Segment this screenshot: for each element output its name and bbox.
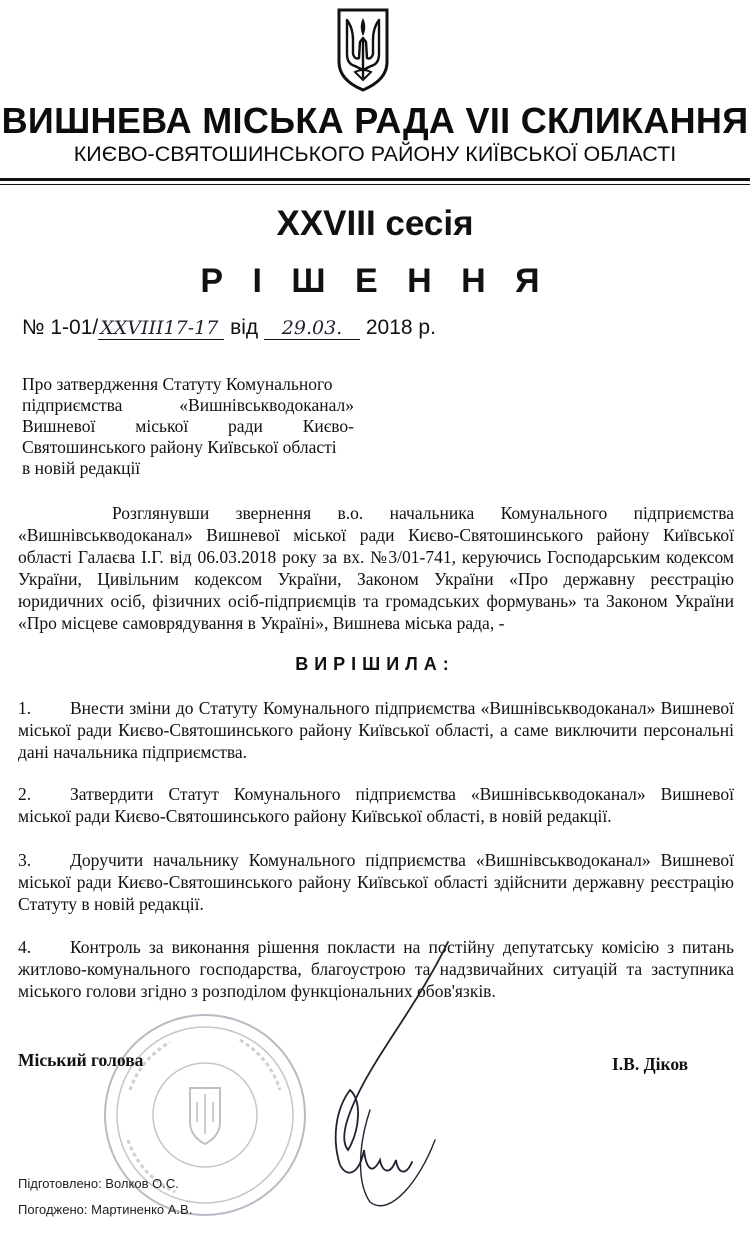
decision-number-line xyxy=(22,316,436,352)
decision-item: 2. Затвердити Статут Комунального підприємства «Вишнівськводоканал» Вишневої міської ради Києво-Святошинського району Київської області, в новій редакції. xyxy=(18,784,734,826)
year: 2018 р. xyxy=(365,316,436,339)
preamble-paragraph: Розглянувши звернення в.о. начальника Комунального підприємства «Вишнівськводоканал» Вишневої міської ради Києво-Святошинського району Київської області Галаєва І.Г. від 06.03.2018 року за вх. №3/01-741, керуючись Господарським кодексом України, Цивільним кодексом України, Законом України «Про державну реєстрацію юридичних осіб, фізичних осіб-підприємців та громадських формувань» та Законом України «Про місцеве самоврядування в Україні», Вишнева міська рада, - xyxy=(18,503,734,633)
subject-line: підприємства «Вишнівськводоканал» xyxy=(22,395,354,415)
header-divider-thin xyxy=(0,184,750,185)
from-word: від xyxy=(230,316,259,339)
district-name: КИЄВО-СВЯТОШИНСЬКОГО РАЙОНУ КИЇВСЬКОЇ ОБЛАСТІ xyxy=(73,142,677,166)
handwritten-signature-icon xyxy=(300,940,450,1220)
decision-subject xyxy=(22,374,354,479)
subject-line: в новій редакції xyxy=(22,458,141,478)
header-divider-thick xyxy=(0,178,750,181)
decision-item: 1. Внести зміни до Статуту Комунального підприємства «Вишнівськводоканал» Вишневої міської ради Києво-Святошинського району Київської області, а саме виключити персональні дані начальника підприємства. xyxy=(18,698,734,762)
subject-line: Про затвердження Статуту Комунального xyxy=(22,374,333,394)
session-title: XXVIII сесія xyxy=(276,204,474,243)
handwritten-series: XXVIII17-17 xyxy=(98,317,224,340)
prepared-by: Підготовлено: Волков О.С. xyxy=(18,1176,179,1191)
agreed-by: Погоджено: Мартиненко А.В. xyxy=(18,1202,193,1217)
trident-emblem-icon xyxy=(333,6,393,92)
signatory-title: Міський голова xyxy=(18,1050,144,1070)
handwritten-date: 29.03. xyxy=(264,317,360,340)
subject-line: Вишневої міської ради Києво- xyxy=(22,416,354,436)
decision-item: 3. Доручити начальнику Комунального підприємства «Вишнівськводоканал» Вишневої міської ради Києво-Святошинського району Київської області здійснити державну реєстрацію Статуту в новій редакції. xyxy=(18,850,734,914)
resolved-heading: ВИРІШИЛА: xyxy=(295,654,455,674)
number-prefix: № 1-01/ xyxy=(22,316,99,339)
subject-line: Святошинського району Київської області xyxy=(22,437,337,457)
council-name: ВИШНЕВА МІСЬКА РАДА VII СКЛИКАННЯ xyxy=(1,100,749,141)
document-type: Р І Ш Е Н Н Я xyxy=(200,262,550,300)
decision-item: 4. Контроль за виконання рішення покласти на постійну депутатську комісію з питань житлово-комунального господарства, благоустрою та надзвичайних ситуацій та заступника міського голови згідно з розподілом функціональних обов'язків. xyxy=(18,937,734,1001)
signatory-name: І.В. Діков xyxy=(612,1054,689,1074)
